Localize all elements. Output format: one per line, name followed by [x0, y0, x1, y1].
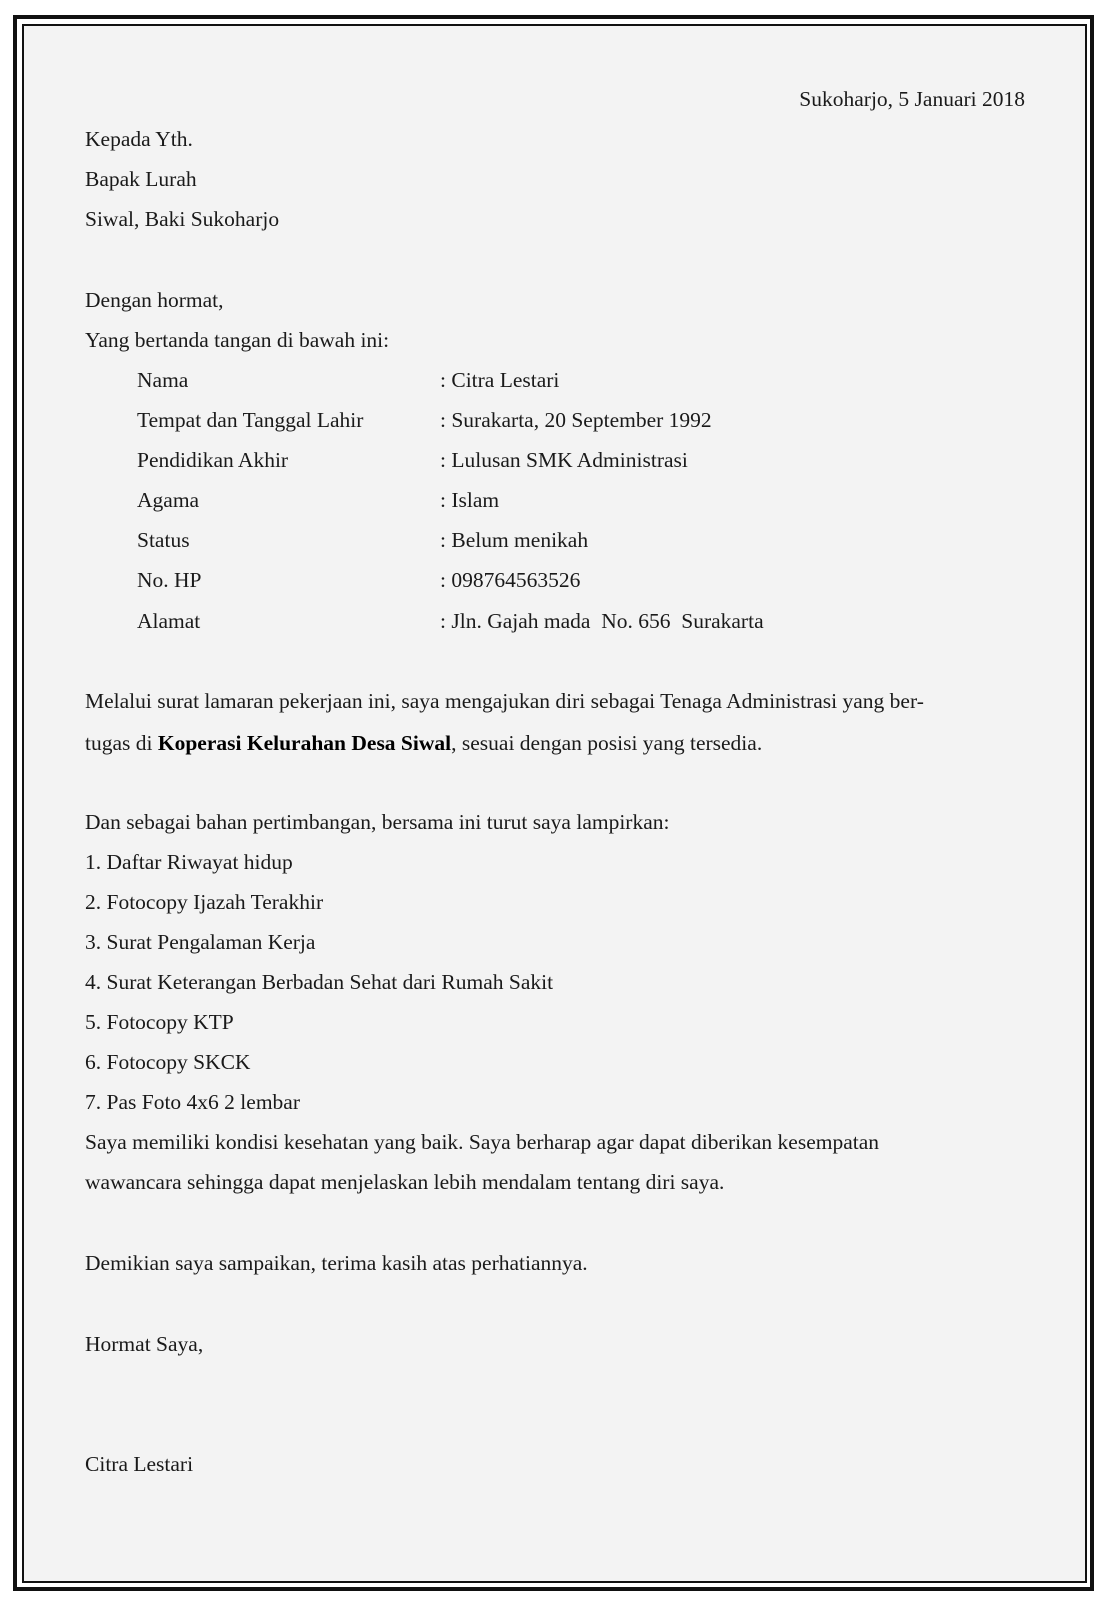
field-value-phone: : 098764563526: [440, 568, 581, 592]
attachment-item-7: 7. Pas Foto 4x6 2 lembar: [85, 1090, 300, 1114]
field-value-status: : Belum menikah: [440, 528, 589, 552]
recipient-line-1: Kepada Yth.: [85, 127, 193, 151]
attachments-intro: Dan sebagai bahan pertimbangan, bersama ini turut saya lampirkan:: [85, 810, 670, 834]
body-line-2-pre: tugas di: [85, 731, 158, 755]
attachment-item-5: 5. Fotocopy KTP: [85, 1010, 234, 1034]
field-label-phone: No. HP: [137, 568, 202, 592]
body-line-1: Melalui surat lamaran pekerjaan ini, saya mengajukan diri sebagai Tenaga Administrasi yang ber-: [85, 689, 924, 713]
field-value-education: : Lulusan SMK Administrasi: [440, 448, 688, 472]
health-line-1: Saya memiliki kondisi kesehatan yang baik. Saya berharap agar dapat diberikan kesempatan: [85, 1130, 880, 1154]
attachment-item-3: 3. Surat Pengalaman Kerja: [85, 930, 316, 954]
attachment-item-4: 4. Surat Keterangan Berbadan Sehat dari Rumah Sakit: [85, 970, 554, 994]
recipient-line-3: Siwal, Baki Sukoharjo: [85, 207, 280, 231]
field-value-religion: : Islam: [440, 488, 500, 512]
letter-date: Sukoharjo, 5 Januari 2018: [799, 87, 1025, 111]
field-label-birth: Tempat dan Tanggal Lahir: [137, 408, 364, 432]
body-line-2: [85, 729, 762, 757]
field-label-status: Status: [137, 528, 190, 552]
field-label-nama: Nama: [137, 368, 189, 392]
field-value-address: : Jln. Gajah mada No. 656 Surakarta: [440, 609, 764, 633]
field-label-address: Alamat: [137, 609, 201, 633]
field-label-education: Pendidikan Akhir: [137, 448, 289, 472]
body-line-2-post: , sesuai dengan posisi yang tersedia.: [451, 731, 763, 755]
signature-name: Citra Lestari: [85, 1452, 194, 1476]
health-line-2: wawancara sehingga dapat menjelaskan lebih mendalam tentang diri saya.: [85, 1170, 725, 1194]
closing-line: Demikian saya sampaikan, terima kasih atas perhatiannya.: [85, 1251, 588, 1275]
sign-off: Hormat Saya,: [85, 1332, 204, 1356]
field-value-birth: : Surakarta, 20 September 1992: [440, 408, 712, 432]
attachment-item-6: 6. Fotocopy SKCK: [85, 1050, 251, 1074]
attachment-item-2: 2. Fotocopy Ijazah Terakhir: [85, 890, 324, 914]
field-value-nama: : Citra Lestari: [440, 368, 560, 392]
recipient-line-2: Bapak Lurah: [85, 167, 197, 191]
employer-name: Koperasi Kelurahan Desa Siwal: [157, 731, 452, 755]
field-label-religion: Agama: [137, 488, 200, 512]
salutation: Dengan hormat,: [85, 288, 224, 312]
intro-line: Yang bertanda tangan di bawah ini:: [85, 328, 390, 352]
attachment-item-1: 1. Daftar Riwayat hidup: [85, 850, 293, 874]
